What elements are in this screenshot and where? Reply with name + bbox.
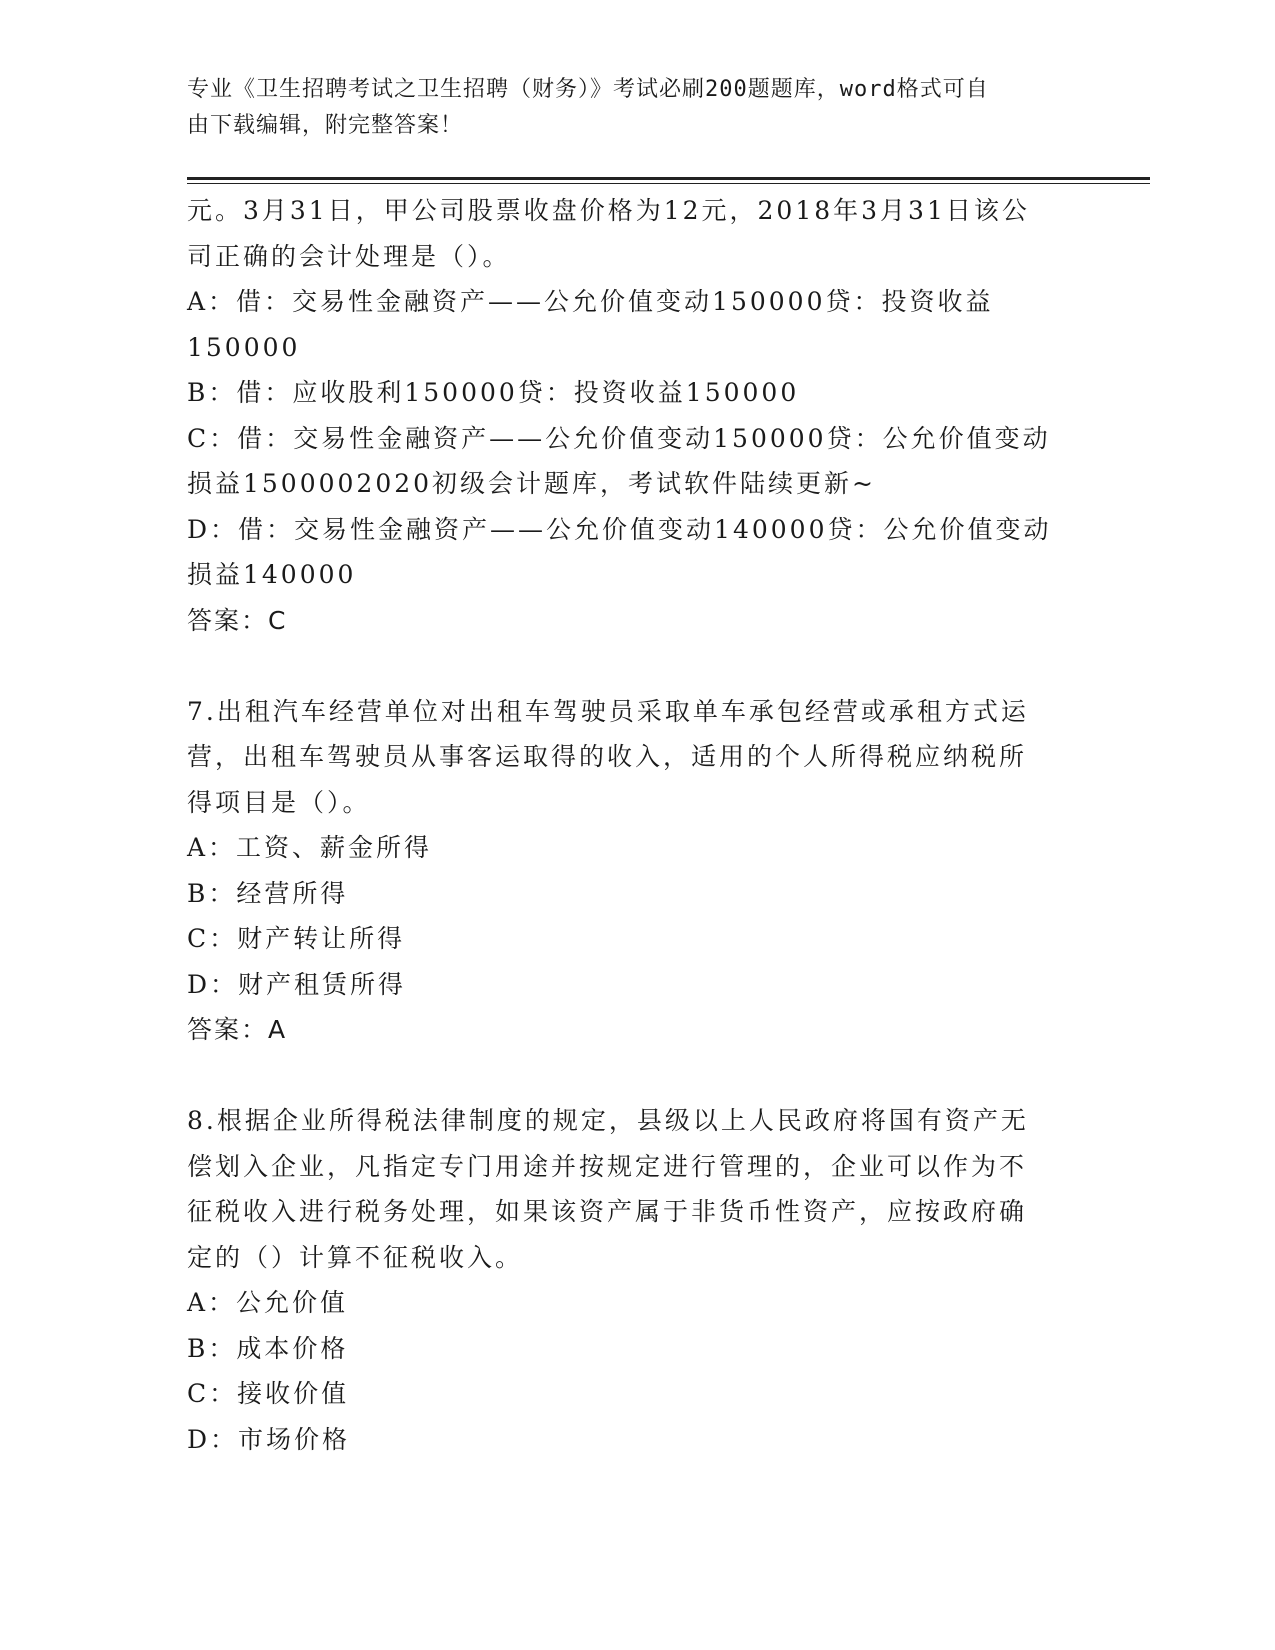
option-c: C：借：交易性金融资产——公允价值变动150000贷：公允价值变动	[187, 423, 1051, 453]
question-content	[187, 188, 1067, 1462]
option-d: D：借：交易性金融资产——公允价值变动140000贷：公允价值变动	[187, 514, 1052, 544]
question-7	[187, 689, 1067, 1053]
question-stem: 8.根据企业所得税法律制度的规定，县级以上人民政府将国有资产无	[187, 1106, 1029, 1135]
option-a: A：工资、薪金所得	[187, 833, 433, 862]
question-stem: 得项目是（）。	[187, 787, 371, 817]
option-a: A：借：交易性金融资产——公允价值变动150000贷：投资收益	[187, 287, 994, 316]
question-spacer	[187, 1053, 1067, 1099]
option-d: D：财产租赁所得	[187, 969, 407, 999]
option-b: B：借：应收股利150000贷：投资收益150000	[187, 378, 800, 407]
header-divider-thin	[187, 183, 1150, 184]
option-d: D：市场价格	[187, 1424, 351, 1454]
question-stem: 7.出租汽车经营单位对出租车驾驶员采取单车承包经营或承租方式运	[187, 696, 1029, 726]
question-stem: 偿划入企业，凡指定专门用途并按规定进行管理的，企业可以作为不	[187, 1151, 1028, 1181]
option-d-continued: 损益140000	[187, 560, 357, 589]
option-c-continued: 损益1500002020初级会计题库，考试软件陆续更新~	[187, 469, 877, 498]
question-stem: 司正确的会计处理是（）。	[187, 241, 511, 271]
question-spacer	[187, 643, 1067, 689]
answer-line: 答案：A	[187, 1015, 288, 1044]
option-c: C：接收价值	[187, 1379, 350, 1408]
header-line-1: 专业《卫生招聘考试之卫生招聘（财务）》考试必刷200题题库，word格式可自	[187, 77, 989, 102]
header-line-2: 由下载编辑，附完整答案！	[187, 113, 464, 138]
question-6	[187, 188, 1067, 643]
page-header	[187, 72, 1067, 144]
option-a: A：公允价值	[187, 1288, 349, 1317]
question-stem: 征税收入进行税务处理，如果该资产属于非货币性资产，应按政府确	[187, 1197, 1028, 1226]
option-b: B：经营所得	[187, 878, 349, 908]
header-divider-thick	[187, 177, 1150, 180]
option-a-continued: 150000	[187, 332, 301, 362]
question-stem: 元。3月31日，甲公司股票收盘价格为12元，2018年3月31日该公	[187, 196, 1030, 225]
question-8	[187, 1098, 1067, 1462]
question-stem: 定的（）计算不征税收入。	[187, 1242, 524, 1272]
option-c: C：财产转让所得	[187, 924, 406, 953]
answer-line: 答案：C	[187, 605, 288, 635]
question-stem: 营，出租车驾驶员从事客运取得的收入，适用的个人所得税应纳税所	[187, 742, 1028, 771]
option-b: B：成本价格	[187, 1333, 349, 1363]
